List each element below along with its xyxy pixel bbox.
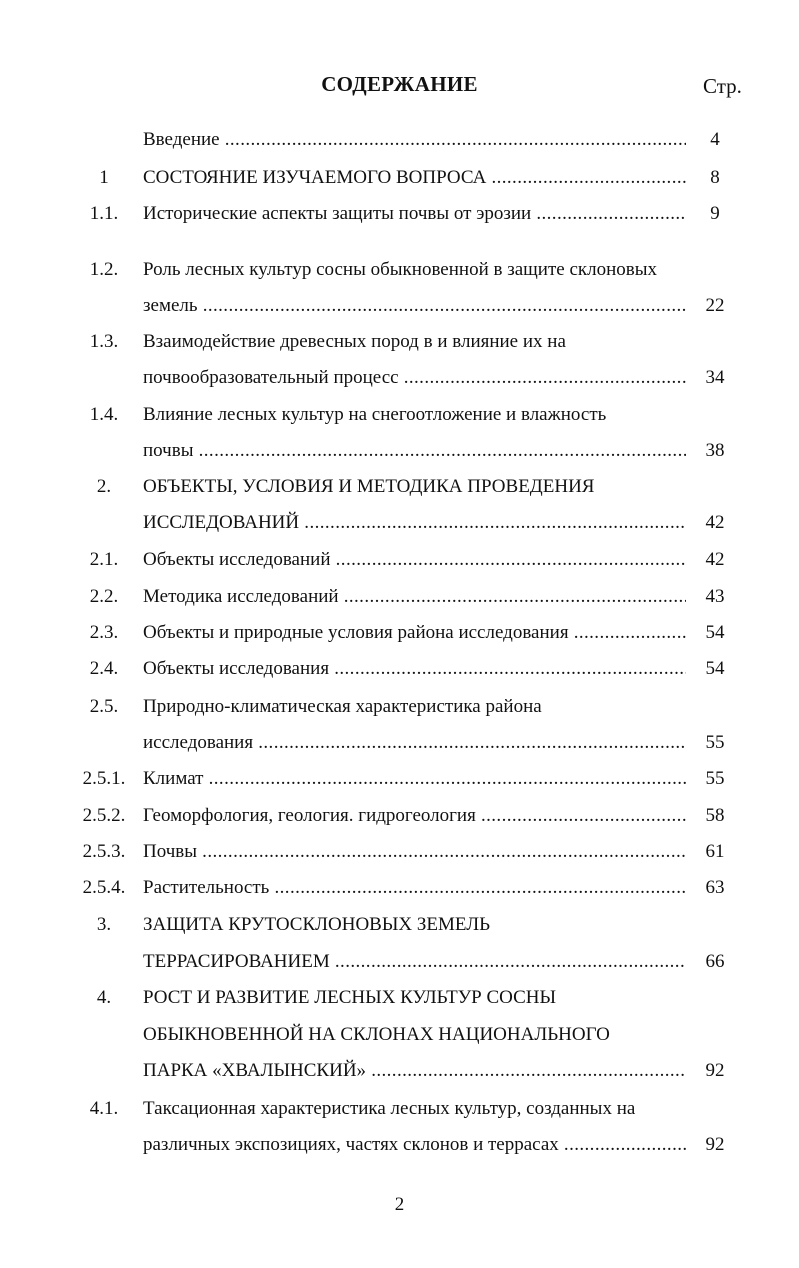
page-title: СОДЕРЖАНИЕ xyxy=(321,72,478,96)
page-number: 2 xyxy=(394,1194,405,1215)
toc-entry-continuation xyxy=(0,1017,799,1053)
page-column-label: Стр. xyxy=(703,74,742,98)
toc-entry xyxy=(0,252,799,288)
toc-entry-page: 54 xyxy=(705,622,725,643)
toc-entry-continuation xyxy=(0,360,799,396)
toc-entry-number: 2.5.3. xyxy=(82,841,126,862)
toc-entry xyxy=(0,1091,799,1127)
toc-entry-number: 4. xyxy=(96,987,112,1008)
toc-entry-continuation xyxy=(0,1127,799,1163)
toc-entry-page: 63 xyxy=(705,877,725,898)
toc-entry-title: Взаимодействие древесных пород в и влияние их на xyxy=(143,331,566,352)
toc-entry-page: 4 xyxy=(710,129,720,150)
toc-entry-number: 2.5.4. xyxy=(82,877,126,898)
toc-entry xyxy=(0,651,799,687)
toc-entry-continuation xyxy=(0,725,799,761)
toc-entry xyxy=(0,324,799,360)
toc-entry-page: 66 xyxy=(705,951,725,972)
toc-entry-title: ОБЪЕКТЫ, УСЛОВИЯ И МЕТОДИКА ПРОВЕДЕНИЯ xyxy=(143,476,595,497)
toc-entry-page: 61 xyxy=(705,841,725,862)
toc-entry-title: Исторические аспекты защиты почвы от эрозии ..... xyxy=(143,196,686,232)
toc-entry-number: 2.5.2. xyxy=(82,805,126,826)
toc-entry-title: Объекты исследования ..... xyxy=(143,651,686,687)
toc-entry-title-continued: почвы ..... xyxy=(143,433,686,469)
toc-entry xyxy=(0,907,799,943)
toc-entry-page: 9 xyxy=(710,203,720,224)
toc-entry-page: 8 xyxy=(710,167,720,188)
toc-entry-page: 92 xyxy=(705,1134,725,1155)
toc-entry-continuation xyxy=(0,288,799,324)
toc-entry-title: Введение ..... xyxy=(143,122,686,158)
toc-entry-title-continued: различных экспозициях, частях склонов и террасах ..... xyxy=(143,1127,686,1163)
toc-entry-title: Растительность ..... xyxy=(143,870,686,906)
toc-entry-continuation xyxy=(0,505,799,541)
toc-entry-title-continued: земель ..... xyxy=(143,288,686,324)
toc-entry-page: 55 xyxy=(705,768,725,789)
toc-entry-number: 2.4. xyxy=(89,658,119,679)
toc-entry-number: 1.3. xyxy=(89,331,119,352)
toc-entry-title: Влияние лесных культур на снегоотложение и влажность xyxy=(143,404,607,425)
toc-entry-continuation xyxy=(0,944,799,980)
toc-entry-page: 42 xyxy=(705,512,725,533)
toc-entry-title-continued: ПАРКА «ХВАЛЫНСКИЙ» ..... xyxy=(143,1053,686,1089)
toc-entry xyxy=(0,542,799,578)
toc-entry-page: 34 xyxy=(705,367,725,388)
toc-entry-title: Роль лесных культур сосны обыкновенной в защите склоновых xyxy=(143,259,657,280)
toc-entry-title-continued: ОБЫКНОВЕННОЙ НА СКЛОНАХ НАЦИОНАЛЬНОГО xyxy=(143,1024,610,1045)
toc-entry-number: 2.1. xyxy=(89,549,119,570)
toc-entry-title: ЗАЩИТА КРУТОСКЛОНОВЫХ ЗЕМЕЛЬ xyxy=(143,914,491,935)
toc-entry-title: Объекты и природные условия района исследования ..... xyxy=(143,615,686,651)
toc-entry xyxy=(0,122,799,158)
toc-entry xyxy=(0,196,799,232)
toc-entry-page: 43 xyxy=(705,586,725,607)
toc-entry-number: 1.2. xyxy=(89,259,119,280)
toc-entry-title: Методика исследований ..... xyxy=(143,579,686,615)
toc-entry xyxy=(0,834,799,870)
toc-entry xyxy=(0,579,799,615)
toc-entry-title: Почвы ..... xyxy=(143,834,686,870)
toc-entry-page: 38 xyxy=(705,440,725,461)
toc-entry-continuation xyxy=(0,433,799,469)
toc-entry-number: 4.1. xyxy=(89,1098,119,1119)
toc-entry-title: СОСТОЯНИЕ ИЗУЧАЕМОГО ВОПРОСА ..... xyxy=(143,160,686,196)
toc-entry-number: 1.4. xyxy=(89,404,119,425)
toc-entry xyxy=(0,469,799,505)
toc-entry xyxy=(0,160,799,196)
toc-entry-page: 42 xyxy=(705,549,725,570)
toc-entry xyxy=(0,980,799,1016)
toc-entry-number: 2.2. xyxy=(89,586,119,607)
toc-entry-title: Таксационная характеристика лесных культур, созданных на xyxy=(143,1098,636,1119)
toc-entry-continuation xyxy=(0,1053,799,1089)
toc-entry-title: Геоморфология, геология. гидрогеология ..... xyxy=(143,798,686,834)
toc-entry-page: 92 xyxy=(705,1060,725,1081)
toc-entry-page: 55 xyxy=(705,732,725,753)
toc-entry-page: 54 xyxy=(705,658,725,679)
toc-entry-number: 2.5.1. xyxy=(82,768,126,789)
toc-entry xyxy=(0,870,799,906)
toc-entry-title-continued: ИССЛЕДОВАНИЙ ..... xyxy=(143,505,686,541)
toc-entry xyxy=(0,397,799,433)
toc-entry-number: 3. xyxy=(96,914,112,935)
toc-entry xyxy=(0,615,799,651)
toc-entry-number: 1.1. xyxy=(89,203,119,224)
toc-entry-number: 2.5. xyxy=(89,696,119,717)
toc-entry-page: 58 xyxy=(705,805,725,826)
toc-entry-number: 1 xyxy=(99,167,109,188)
toc-entry-number: 2. xyxy=(96,476,112,497)
toc-entry xyxy=(0,689,799,725)
toc-entry-page: 22 xyxy=(705,295,725,316)
toc-entry-title-continued: исследования ..... xyxy=(143,725,686,761)
toc-entry-title-continued: ТЕРРАСИРОВАНИЕМ ..... xyxy=(143,944,686,980)
toc-entry-title: РОСТ И РАЗВИТИЕ ЛЕСНЫХ КУЛЬТУР СОСНЫ xyxy=(143,987,557,1008)
toc-entry-title: Климат ..... xyxy=(143,761,686,797)
toc-entry-title: Природно-климатическая характеристика района xyxy=(143,696,542,717)
toc-entry-number: 2.3. xyxy=(89,622,119,643)
toc-entry-title: Объекты исследований ..... xyxy=(143,542,686,578)
toc-entry xyxy=(0,798,799,834)
toc-entry-title-continued: почвообразовательный процесс ..... xyxy=(143,360,686,396)
toc-entry xyxy=(0,761,799,797)
